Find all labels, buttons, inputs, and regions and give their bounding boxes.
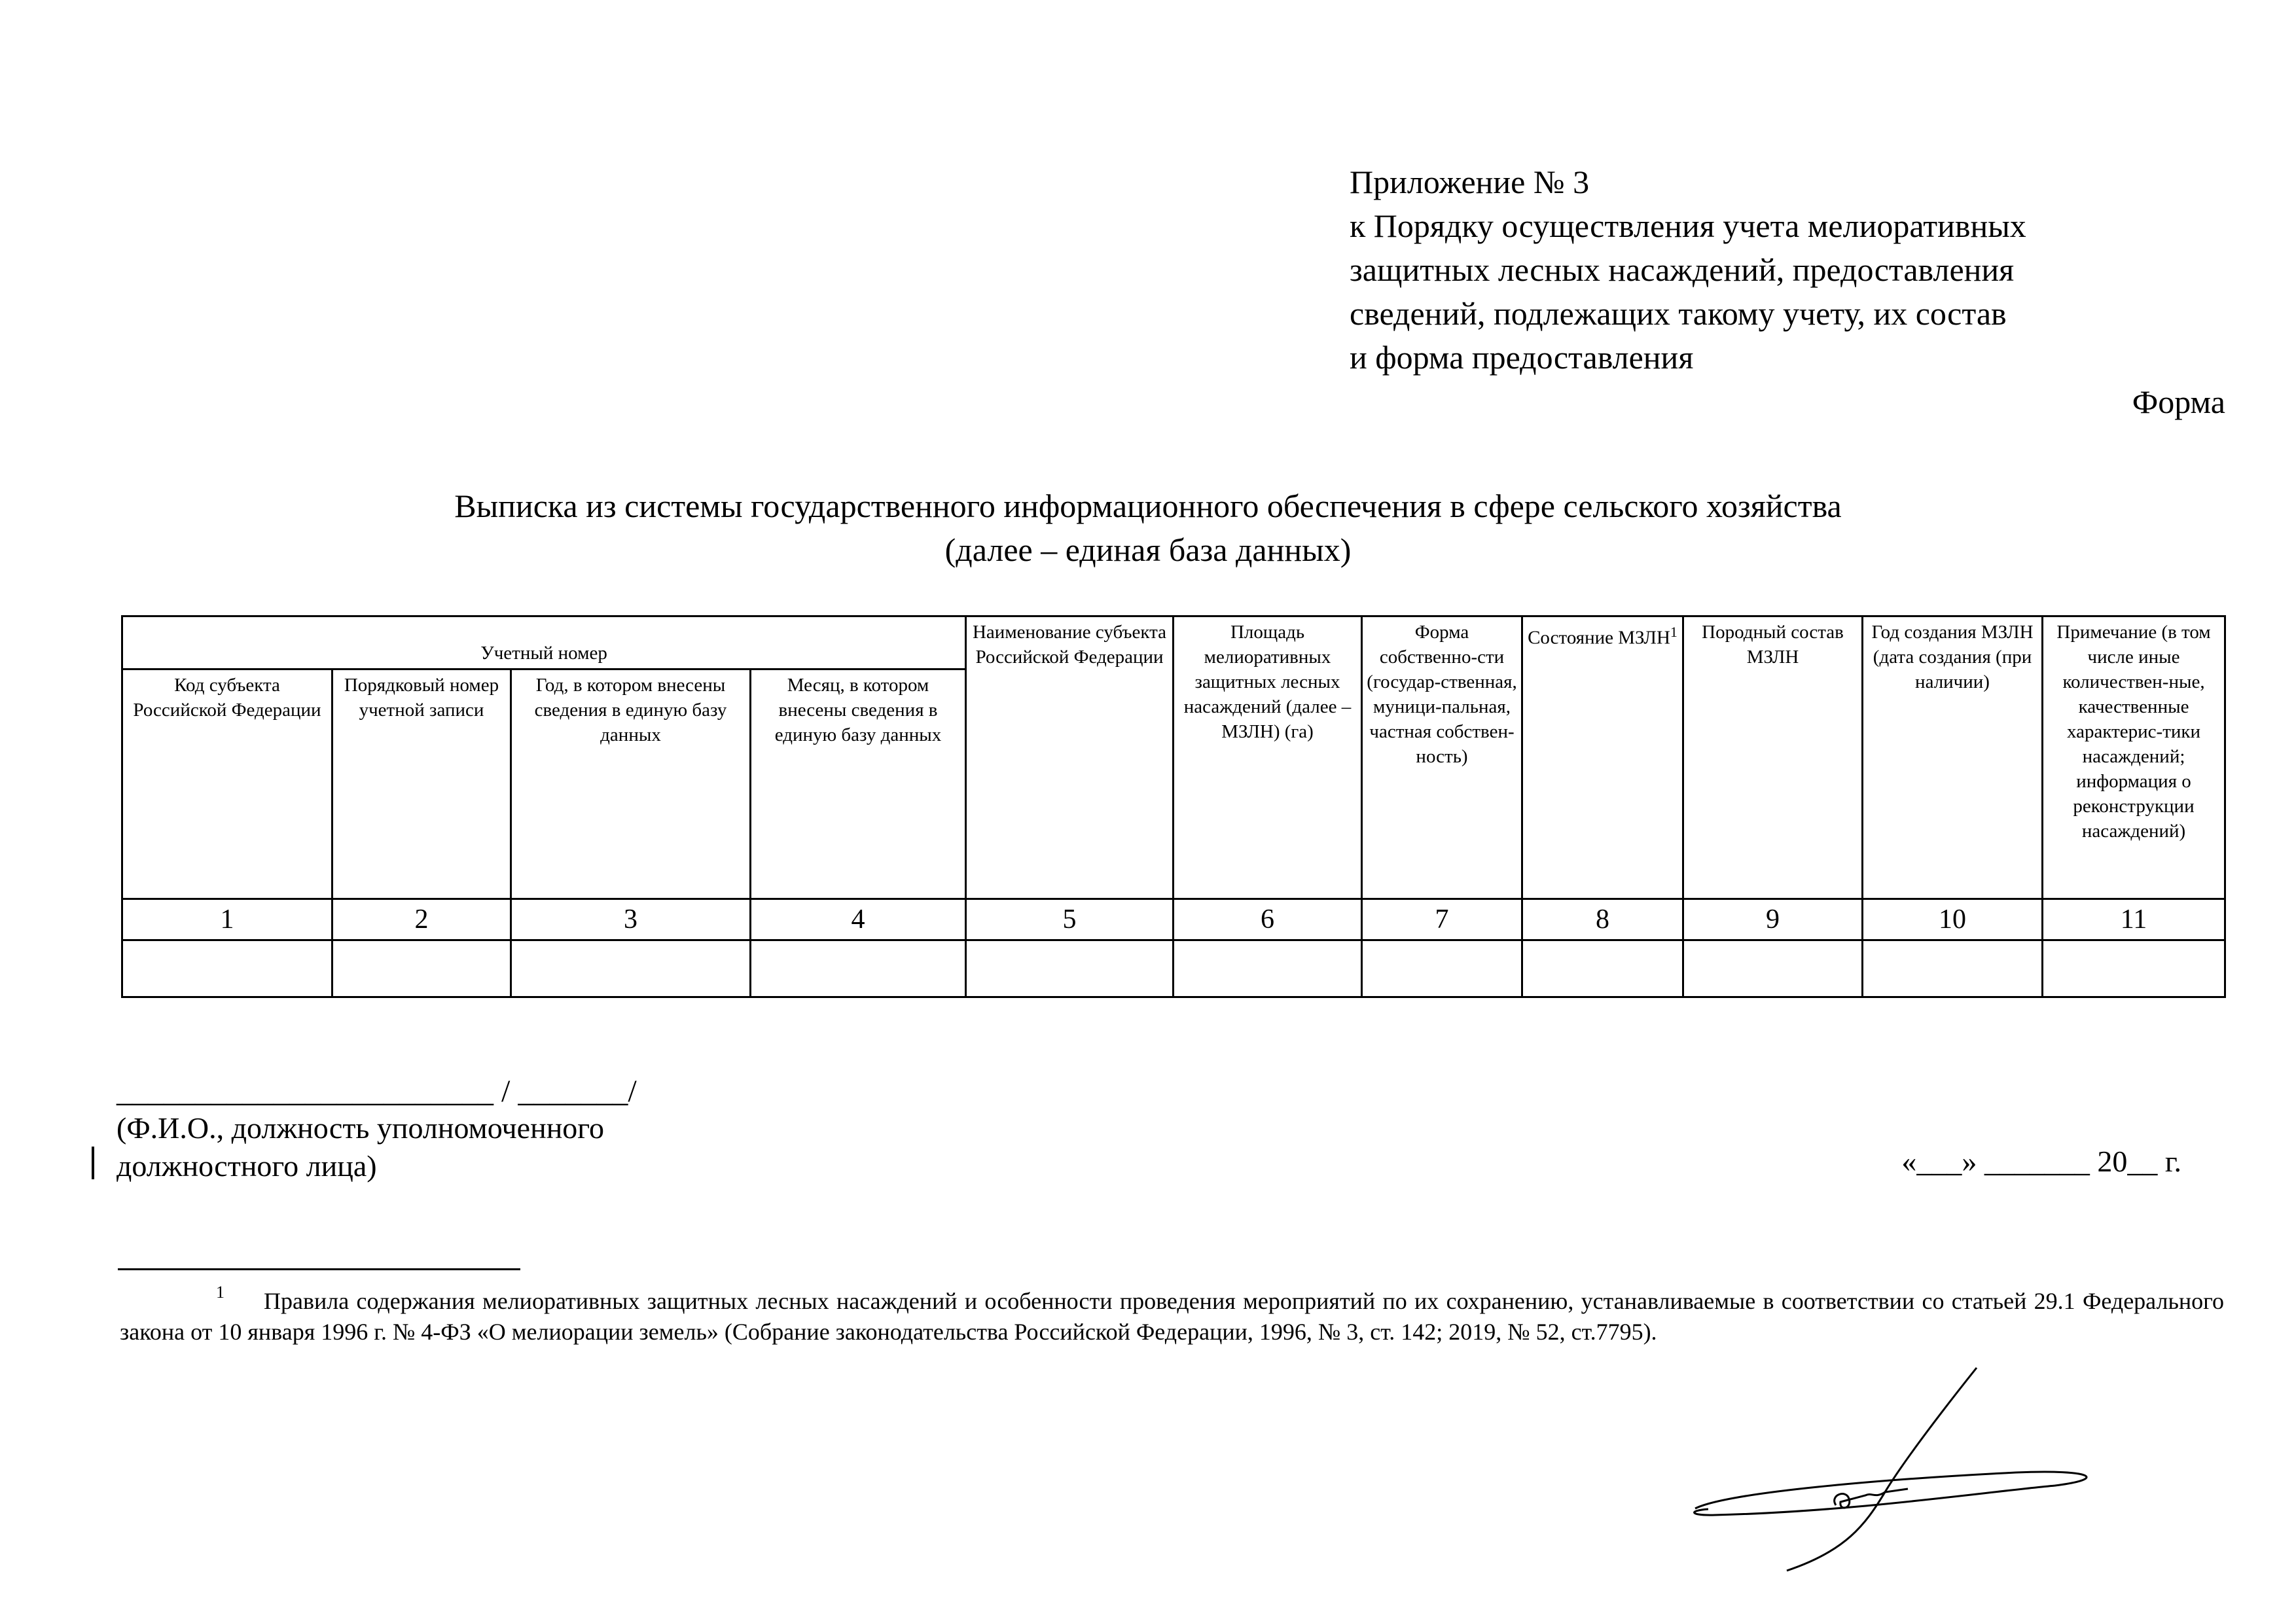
table-cell [1174, 940, 1362, 997]
annex-line: к Порядку осуществления учета мелиоративных [1350, 207, 2026, 244]
column-number: 10 [1863, 899, 2043, 940]
table-cell [966, 940, 1174, 997]
footnote-body: Правила содержания мелиоративных защитных лесных насаждений и особенности проведения мероприятий по их сохранению, устанавливаемые в соответствии со статьей 29.1 Федерального закона от 10 января 1996 г. № 4-ФЗ «О мелиорации земель» (Собрание законодательства Российской Федерации, 1996, № 3, ст. 142; 2019, № 52, ст.7795). [120, 1288, 2224, 1345]
table-cell [751, 940, 966, 997]
header-record-number: Порядковый номер учетной записи [332, 669, 511, 899]
header-subject-name: Наименование субъекта Российской Федерации [966, 616, 1174, 899]
column-number: 1 [122, 899, 332, 940]
annex-line: сведений, подлежащих такому учету, их состав [1350, 295, 2007, 332]
official-caption-line-1: (Ф.И.О., должность уполномоченного [117, 1111, 605, 1145]
table-cell [332, 940, 511, 997]
title-line-1: Выписка из системы государственного информационного обеспечения в сфере сельского хозяйства [454, 488, 1842, 524]
column-number: 8 [1522, 899, 1683, 940]
official-caption-line-2: должностного лица) [117, 1149, 377, 1183]
table-cell [122, 940, 332, 997]
table-cell [1522, 940, 1683, 997]
document-title [0, 484, 2296, 572]
form-label: Форма [2132, 383, 2225, 420]
footnote-ref: 1 [1670, 624, 1677, 640]
empty-data-row [122, 940, 2225, 997]
column-number: 2 [332, 899, 511, 940]
handwritten-signature [1689, 1361, 2114, 1577]
column-number: 7 [1362, 899, 1522, 940]
header-subject-code: Код субъекта Российской Федерации [122, 669, 332, 899]
header-state [1522, 616, 1683, 899]
column-numbers-row [122, 899, 2225, 940]
table-cell [2043, 940, 2225, 997]
header-account-number: Учетный номер [122, 616, 966, 669]
official-caption [117, 1109, 604, 1185]
title-line-2: (далее – единая база данных) [944, 531, 1352, 568]
table-cell [1362, 940, 1522, 997]
annex-header [1350, 160, 2026, 380]
header-creation-year: Год создания МЗЛН (дата создания (при наличии) [1863, 616, 2043, 899]
table-cell [1863, 940, 2043, 997]
footnote-divider [118, 1268, 520, 1270]
header-state-label: Состояние МЗЛН [1528, 627, 1670, 649]
column-number: 5 [966, 899, 1174, 940]
column-number: 4 [751, 899, 966, 940]
header-note: Примечание (в том числе иные количествен-ные, качественные характерис-тики насаждений; информация о реконструкции насаждений) [2043, 616, 2225, 899]
column-number: 3 [511, 899, 751, 940]
annex-line: защитных лесных насаждений, предоставления [1350, 251, 2015, 288]
annex-line: и форма предоставления [1350, 339, 1694, 376]
table-cell [511, 940, 751, 997]
header-ownership: Форма собственно-сти (государ-ственная, муници-пальная, частная собствен-ность) [1362, 616, 1522, 899]
column-number: 9 [1683, 899, 1863, 940]
column-number: 6 [1174, 899, 1362, 940]
footnote-mark: 1 [216, 1283, 224, 1302]
header-area: Площадь мелиоративных защитных лесных насаждений (далее – МЗЛН) (га) [1174, 616, 1362, 899]
annex-title: Приложение № 3 [1350, 164, 1590, 200]
table-cell [1683, 940, 1863, 997]
margin-mark [92, 1147, 94, 1179]
header-species: Породный состав МЗЛН [1683, 616, 1863, 899]
signature-line: ________________________ / _______/ [117, 1074, 637, 1109]
header-month-entered: Месяц, в котором внесены сведения в единую базу данных [751, 669, 966, 899]
extract-table [121, 615, 2226, 998]
header-year-entered: Год, в котором внесены сведения в единую базу данных [511, 669, 751, 899]
column-number: 11 [2043, 899, 2225, 940]
footnote-text [120, 1286, 2224, 1347]
date-field: «___» _______ 20__ г. [1901, 1145, 2181, 1178]
